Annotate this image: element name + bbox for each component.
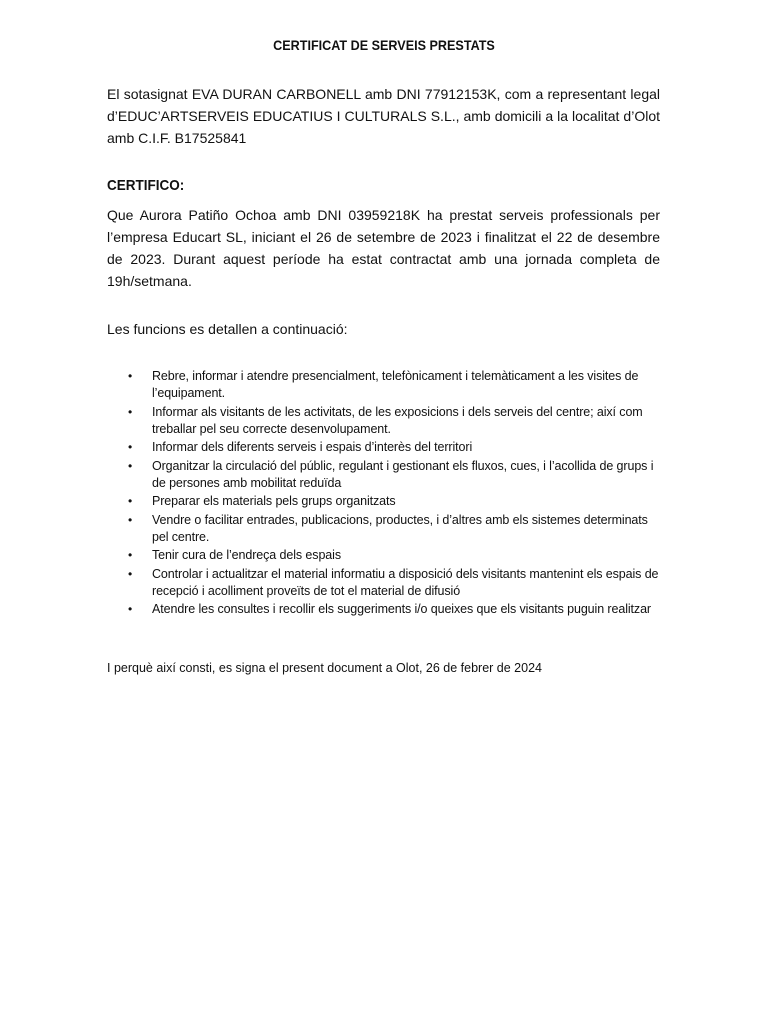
list-item-text: Preparar els materials pels grups organitzats (152, 494, 396, 508)
list-item-text: Informar dels diferents serveis i espais d’interès del territori (152, 440, 473, 454)
bullet-icon: • (128, 566, 133, 581)
list-item (107, 458, 667, 492)
bullet-icon: • (128, 458, 133, 473)
list-item-text: Tenir cura de l’endreça dels espais (152, 548, 341, 562)
functions-intro: Les funcions es detallen a continuació: (107, 321, 348, 337)
list-item-text: Rebre, informar i atendre presencialment, telefònicament i telemàticament a les visites de l’equipament. (152, 369, 639, 400)
bullet-icon: • (128, 440, 133, 454)
list-item (107, 368, 667, 402)
bullet-icon: • (128, 494, 133, 508)
bullet-icon: • (128, 404, 133, 419)
list-item (107, 566, 667, 600)
bullet-icon: • (128, 369, 133, 383)
list-item-text: Atendre les consultes i recollir els suggeriments i/o queixes que els visitants puguin realitzar (152, 602, 651, 616)
list-item (107, 547, 667, 564)
closing-statement: I perquè així consti, es signa el present document a Olot, 26 de febrer de 2024 (107, 661, 542, 675)
list-item-text: Informar als visitants de les activitats, de les exposicions i dels serveis del centre; així com treballar pel seu correcte desenvolupament. (152, 404, 643, 436)
list-item (107, 493, 667, 510)
certifico-heading: CERTIFICO: (107, 177, 185, 194)
certification-paragraph: Que Aurora Patiño Ochoa amb DNI 03959218K ha prestat serveis professionals per l’empresa Educart SL, iniciant el 26 de setembre de 2023 i finalitzat el 22 de desembre de 2023. Durant aquest període ha estat contractat amb una jornada completa de 19h/setmana. (107, 207, 660, 289)
bullet-icon: • (128, 602, 133, 616)
list-item (107, 512, 667, 546)
list-item-text: Vendre o facilitar entrades, publicacions, productes, i d’altres amb els sistemes determinats pel centre. (152, 512, 648, 544)
bullet-icon: • (128, 512, 133, 527)
document-title: CERTIFICAT DE SERVEIS PRESTATS (273, 37, 495, 53)
intro-paragraph: El sotasignat EVA DURAN CARBONELL amb DNI 77912153K, com a representant legal d’EDUC’ARTSERVEIS EDUCATIUS I CULTURALS S.L., amb domicili a la localitat d’Olot amb C.I.F. B17525841 (107, 86, 660, 146)
list-item-text: Organitzar la circulació del públic, regulant i gestionant els fluxos, cues, i l’acollida de grups i de persones amb mobilitat reduïda (152, 458, 654, 490)
bullet-icon: • (128, 548, 133, 562)
functions-list (107, 368, 667, 620)
list-item (107, 404, 667, 438)
list-item (107, 439, 667, 456)
list-item (107, 601, 667, 618)
list-item-text: Controlar i actualitzar el material informatiu a disposició dels visitants mantenint els espais de recepció i acolliment proveïts de tot el material de difusió (152, 566, 659, 598)
